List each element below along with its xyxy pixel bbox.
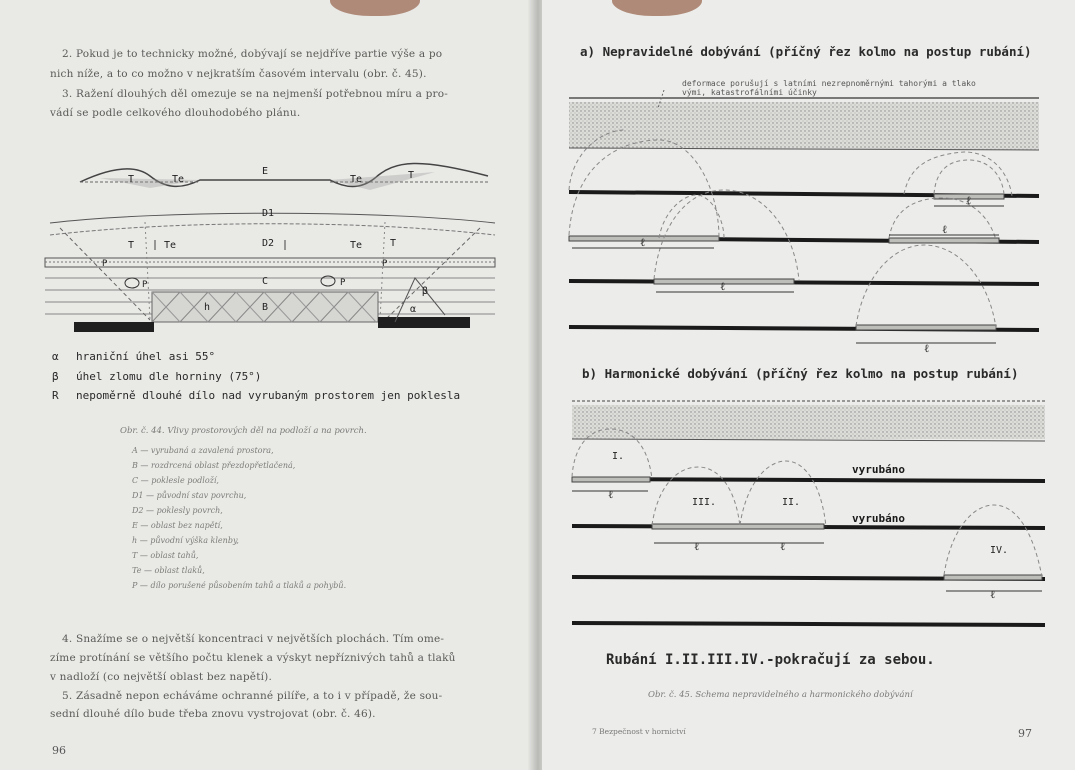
- label-T: T: [390, 238, 397, 249]
- span-label: ℓ: [720, 280, 726, 293]
- subsidence-figure: [40, 150, 510, 340]
- label-Te: Te: [164, 240, 177, 251]
- label-T: T: [408, 170, 415, 181]
- para-top-line: 2. Pokud je to technicky možné, dobývají se nejdříve partie výše a po: [62, 48, 443, 60]
- arch-label: I.: [612, 451, 625, 462]
- label-D1: D1: [262, 208, 275, 219]
- section-a-note: vými, katastrofálními účinky: [682, 88, 817, 97]
- page-number: 97: [1018, 727, 1032, 740]
- label-P: P: [102, 259, 108, 269]
- footer-note: 7 Bezpečnost v hornictví: [592, 727, 686, 736]
- para-bottom-line: 4. Snažíme se o největší koncentraci v největších plochách. Tím ome-: [62, 633, 445, 645]
- arch-label: III.: [692, 497, 717, 508]
- label-T: T: [128, 174, 135, 185]
- label-P: P: [142, 280, 148, 290]
- section-a-title: a) Nepravidelné dobývání (příčný řez kolmo na postup rubání): [580, 44, 1032, 59]
- label-alpha: α: [410, 304, 417, 315]
- mined-label: vyrubáno: [852, 512, 905, 525]
- mined-label: vyrubáno: [852, 463, 905, 476]
- legend-line: A — vyrubaná a zavalená prostora,: [132, 446, 274, 455]
- legend-line: B — rozdrcená oblast přezdopřetlačená,: [132, 461, 296, 470]
- para-top-line: nich níže, a to co možno v nejkratším časovém intervalu (obr. č. 45).: [50, 68, 427, 80]
- span-label: ℓ: [990, 588, 996, 601]
- legend-line: Te — oblast tlaků,: [132, 566, 205, 575]
- legend-line: D2 — poklesly povrch,: [132, 506, 223, 515]
- legend-line: T — oblast tahů,: [132, 551, 199, 560]
- span-label: ℓ: [780, 540, 786, 553]
- angle-legend-text: nepoměrně dlouhé dílo nad vyrubaným prostorem jen poklesla: [76, 389, 461, 402]
- thumb: [612, 0, 702, 16]
- label-C: C: [262, 276, 269, 287]
- label-P: P: [382, 259, 388, 269]
- angle-legend-sym: β: [52, 370, 59, 383]
- label-P: P: [340, 278, 346, 288]
- harmonic-mining-diagram: [570, 395, 1050, 635]
- label-B: B: [262, 302, 269, 313]
- legend-line: E — oblast bez napětí,: [132, 521, 223, 530]
- angle-legend-sym: α: [52, 350, 59, 363]
- summary-line: Rubání I.II.III.IV.-pokračují za sebou.: [606, 652, 935, 668]
- para-bottom-line: 5. Zásadně nepon echáváme ochranné pilíře, a to i v případě, že sou-: [62, 690, 443, 702]
- legend-line: D1 — původní stav povrchu,: [132, 491, 247, 500]
- arch-label: IV.: [990, 545, 1009, 556]
- label-h: h: [204, 302, 211, 313]
- angle-legend-sym: R: [52, 389, 59, 402]
- para-bottom-line: v nadloží (co největší oblast bez napětí).: [50, 671, 273, 683]
- section-a-note: deformace porušují s latními nezrepnoměrnými tahorými a tlako: [682, 79, 976, 88]
- span-label: ℓ: [608, 488, 614, 501]
- label-Te: Te: [350, 174, 363, 185]
- figure-caption: Obr. č. 44. Vlivy prostorových děl na podloží a na povrch.: [120, 426, 367, 436]
- angle-legend-text: hraniční úhel asi 55°: [76, 350, 216, 363]
- para-bottom-line: zíme protínání se většího počtu klenek a výskyt nepříznivých tahů a tlaků: [50, 652, 456, 664]
- label-E: E: [262, 166, 269, 177]
- span-label: ℓ: [942, 223, 948, 236]
- section-b-title: b) Harmonické dobývání (příčný řez kolmo na postup rubání): [582, 366, 1019, 381]
- span-label: ℓ: [694, 540, 700, 553]
- figure-caption: Obr. č. 45. Schema nepravidelného a harmonického dobývání: [648, 690, 913, 700]
- angle-legend-text: úhel zlomu dle horniny (75°): [76, 370, 262, 383]
- legend-line: P — dílo porušené působením tahů a tlaků a pohybů.: [132, 581, 347, 590]
- legend-line: C — poklesle podloží,: [132, 476, 219, 485]
- label-T: T: [128, 240, 135, 251]
- label-Te: Te: [172, 174, 185, 185]
- label-beta: β: [422, 286, 429, 297]
- legend-line: h — původní výška klenby,: [132, 536, 239, 545]
- span-label: ℓ: [640, 236, 646, 249]
- irregular-mining-diagram: [564, 90, 1044, 355]
- arch-label: II.: [782, 497, 801, 508]
- label-Te: Te: [350, 240, 363, 251]
- para-top-line: vádí se podle celkového dlouhodobého plánu.: [50, 107, 301, 119]
- para-top-line: 3. Ražení dlouhých děl omezuje se na nejmenší potřebnou míru a pro-: [62, 88, 449, 100]
- right-page: [542, 0, 1075, 770]
- label-D2: D2: [262, 238, 275, 249]
- para-bottom-line: sední dlouhé dílo bude třeba znovu vystrojovat (obr. č. 46).: [50, 708, 376, 720]
- page-number: 96: [52, 744, 66, 757]
- thumb: [330, 0, 420, 16]
- span-label: ℓ: [966, 194, 972, 207]
- span-label: ℓ: [924, 342, 930, 355]
